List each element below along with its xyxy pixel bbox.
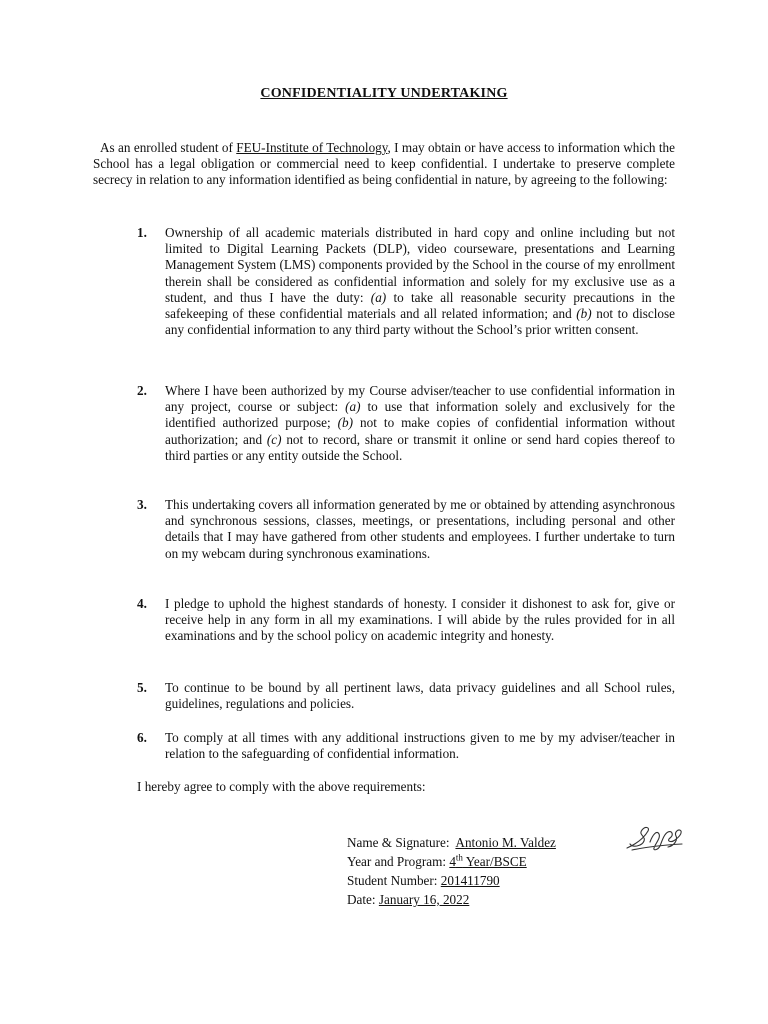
year-suffix: th	[455, 852, 463, 863]
student-number-row	[347, 871, 556, 890]
intro-text-after: , I may obtain or have access to information which the School has a legal obligation or commercial need to keep confidential. I undertake to preserve complete secrecy in relation to any information identified as being confidential in nature, by agreeing to the following:	[93, 140, 676, 188]
item-text-part: Where I have been authorized by my Course adviser/teacher to use confidential information in any project, course or subject:	[165, 383, 675, 415]
item-number: 4.	[137, 596, 147, 611]
item-text: I pledge to uphold the highest standards of honesty. I consider it dishonest to ask for, give or receive help in any form in all my examinations. I will abide by the rules provided for in all examinations and by the school policy on academic integrity and honesty.	[165, 596, 675, 644]
name-label: Name & Signature:	[347, 835, 450, 850]
item-text-part: not to record, share or transmit it online or send hard copies thereof to third parties or any entity outside the School.	[165, 431, 676, 463]
item-number: 2.	[137, 383, 147, 398]
item-text-part: Ownership of all academic materials distributed in hard copy and online including but not limited to Digital Learning Packets (DLP), video courseware, presentations and Learning Management System (LMS) components provided by the School in the course of my enrollment therein shall be considered as confidential information and solely for my exclusive use as a student, and thus I have the duty:	[165, 225, 675, 305]
year-value	[449, 854, 526, 869]
year-program-row	[347, 852, 556, 871]
item-marker-a: (a)	[370, 289, 387, 305]
list-item	[137, 225, 675, 338]
list-item	[137, 383, 675, 464]
item-text	[165, 383, 675, 464]
agreement-statement: I hereby agree to comply with the above requirements:	[137, 779, 426, 794]
item-marker-b: (b)	[337, 415, 354, 431]
year-program: Year/BSCE	[462, 854, 527, 869]
item-text-part: not to make copies of confidential information without authorization; and	[165, 415, 675, 447]
student-number-label: Student Number:	[347, 873, 438, 888]
item-text-part: to use that information solely and exclusively for the identified authorized purpose;	[165, 399, 675, 431]
item-text	[165, 225, 675, 338]
name-value: Antonio M. Valdez	[455, 835, 556, 850]
date-value: January 16, 2022	[378, 892, 470, 907]
item-marker-a: (a)	[345, 399, 361, 415]
item-number: 3.	[137, 497, 147, 512]
list-item	[137, 596, 675, 645]
year-number: 4	[449, 854, 456, 869]
signature-icon	[624, 822, 686, 854]
item-number: 5.	[137, 680, 147, 695]
item-marker-c: (c)	[266, 431, 282, 447]
intro-text-before: As an enrolled student of	[100, 140, 237, 155]
date-label: Date:	[347, 892, 376, 907]
name-row	[347, 833, 556, 852]
date-row	[347, 890, 556, 909]
item-text-part: not to disclose any confidential information to any third party without the School’s prior written consent.	[165, 306, 675, 338]
intro-paragraph	[93, 140, 675, 189]
item-number: 6.	[137, 730, 147, 745]
signature-block	[347, 833, 556, 909]
document-title: CONFIDENTIALITY UNDERTAKING	[260, 86, 508, 101]
list-item	[137, 680, 675, 712]
item-text: To continue to be bound by all pertinent laws, data privacy guidelines and all School rules, guidelines, regulations and policies.	[165, 680, 675, 712]
institution-name: FEU-Institute of Technology	[236, 140, 388, 155]
student-number-value: 201411790	[440, 873, 500, 888]
item-text: To comply at all times with any additional instructions given to me by my adviser/teacher in relation to the safeguarding of confidential information.	[165, 730, 675, 762]
year-label: Year and Program:	[347, 854, 447, 869]
list-item	[137, 497, 675, 562]
item-number: 1.	[137, 225, 147, 240]
item-text: This undertaking covers all information generated by me or obtained by attending asynchronous and synchronous sessions, classes, meetings, or presentations, including personal and other details that I may have gathered from other students and employees. I further undertake to turn on my webcam during synchronous examinations.	[165, 497, 675, 561]
item-marker-b: (b)	[576, 306, 592, 322]
list-item	[137, 730, 675, 762]
item-text-part: to take all reasonable security precautions in the safekeeping of these confidential materials and all related information; and	[165, 289, 676, 322]
